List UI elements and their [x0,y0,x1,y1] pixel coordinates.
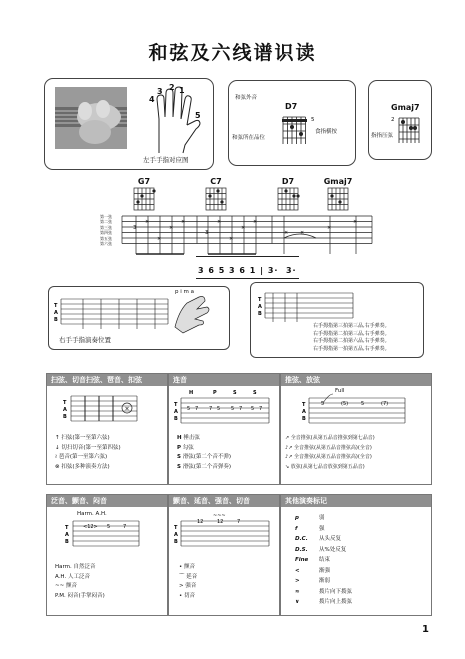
panel-vibrato-item-4: • 切音 [179,592,196,599]
panel-vibrato-item-2: ⌒ 延音 [179,573,198,580]
gmaj7-label: 指指压弦 [371,133,394,139]
staff-label-2: 第二弦 [100,219,112,225]
svg-text:5: 5 [361,401,365,407]
right-popup-note-1: 右手拇指第三拍第三品,右手弹奏。 [313,323,390,329]
panel-strum-item-4: ⊗ 扣弦(多种演奏方法) [55,463,110,470]
panel-harmonic [46,494,168,616]
svg-text:B: B [174,539,178,545]
staff-label-5: 第五弦 [100,235,112,241]
panel-legato [168,373,280,485]
page-title: 和弦及六线谱识读 [148,42,317,64]
d7-bubble [228,80,356,166]
other-row-9: ∨ 拨片向上拨弦 [295,599,353,605]
gmaj7-bubble [368,80,432,160]
bend-pre-icon: ♪↗ [285,454,294,460]
other-row-2: f 强 [295,525,325,532]
accent-icon: > [179,583,186,589]
staff-label-6: 第六弦 [100,241,112,247]
svg-text:B: B [54,317,58,323]
panel-harmonic-tab-label: Harm. A.H. [77,511,107,517]
panel-harmonic-item-4: P.M. 闷音(手掌闷音) [55,592,105,599]
chord-name-d7: D7 [281,177,295,186]
panel-bend-item-4: ↘ 放弦(从第七品音放弦到第五品音) [285,463,365,470]
svg-text:×: × [353,219,358,225]
svg-text:S: S [233,390,237,396]
panel-strum-item-2: ↓ 切扫切音(第一至第四弦) [55,444,121,451]
panel-strum-item-3: ≀ 琶音(第一至第六弦) [55,454,108,460]
svg-text:×: × [327,225,332,231]
svg-text:7: 7 [237,519,241,525]
panel-harmonic-tab [63,517,143,551]
other-row-1: p 弱 [295,515,325,521]
svg-text:×: × [181,219,186,225]
strum-down-icon: ↑ [55,435,62,441]
other-row-5: Fine 结束 [295,557,331,563]
svg-text:B: B [174,416,178,422]
panel-strum-title: 扫弦、切音扫弦、琶音、扣弦 [47,374,167,386]
svg-text:×: × [157,236,162,242]
panel-legato-item-2: P 勾弦 [177,444,194,451]
svg-text:12: 12 [217,519,224,525]
strum-cut-icon: ↓ [55,444,62,451]
staff-label-1: 第一弦 [100,214,112,219]
right-popup-notes [313,323,421,353]
svg-text:5: 5 [231,406,235,412]
hand-bubble [44,78,214,170]
panel-bend-item-1: ↗ 全音推弦(从第五品音推弦到第七品音) [285,435,375,441]
svg-text:A: A [65,532,69,538]
panel-harmonic-item-3: ~~ 颤音 [55,583,77,589]
right-popup [250,282,424,358]
panel-harmonic-item-2: A.H. 人工泛音 [55,573,90,580]
panel-harmonic-item-1: Harm. 自然泛音 [55,564,96,570]
page-number: 1 [422,624,429,635]
left-popup [48,286,230,350]
svg-text:B: B [65,539,69,545]
d7-fret-num: 5 [311,117,315,123]
svg-text:T: T [258,297,262,303]
svg-text:5: 5 [251,406,255,412]
d7-label-top: 和弦外音 [235,95,258,101]
panel-bend-legend [285,434,431,472]
svg-text:7: 7 [195,406,199,412]
svg-text:T: T [65,525,69,531]
panel-vibrato [168,494,280,616]
numbered-notation [196,256,299,279]
svg-text:3: 3 [133,225,137,231]
panel-bend-title: 推弦、放弦 [281,374,431,386]
panel-legato-item-3: S 滑弦(第二个音不弹) [177,454,232,460]
hand-caption: 左手手指对应图 [143,156,189,164]
right-popup-tab [257,289,357,323]
svg-text:5: 5 [321,401,325,407]
other-row-7: > 渐弱 [295,578,331,584]
svg-text:×: × [124,405,130,413]
d7-bubble-name: D7 [285,102,298,111]
gmaj7-chord-diagram [397,115,423,145]
panel-strum-tab [61,392,141,426]
panel-bend [280,373,432,485]
finger-num-4: 4 [149,95,155,104]
panel-bend-tab [301,392,411,428]
panel-vibrato-item-3: > 强音 [179,583,197,589]
panel-legato-item-4: S 滑弦(第二个音弹奏) [177,463,232,470]
right-hand-drawing [169,291,213,337]
svg-text:12: 12 [197,519,204,525]
svg-text:H: H [189,390,194,396]
svg-text:×: × [253,219,258,225]
svg-text:7: 7 [123,524,127,530]
svg-text:×: × [145,219,150,225]
chord-name-gmaj7: Gmaj7 [323,177,353,186]
svg-text:B: B [302,416,306,422]
slap-icon: ⊗ [55,463,62,470]
panel-legato-item-1: H 捶击弦 [177,435,200,441]
panel-harmonic-legend [55,563,105,601]
panel-legato-title: 连音 [169,374,279,386]
svg-text:T: T [63,400,67,406]
panel-vibrato-legend [179,563,197,601]
svg-text:B: B [258,311,262,317]
svg-text:7: 7 [209,406,213,412]
chord-name-g7: G7 [137,177,151,186]
finger-num-5: 5 [195,111,201,120]
staff-label-4: 第四弦 [100,230,112,236]
vibrato-icon: • [179,564,184,570]
svg-text:T: T [54,303,58,309]
svg-text:A: A [258,304,262,310]
right-popup-note-4: 右手拇指第一拍第五品,右手弹奏。 [313,345,390,352]
svg-text:T: T [174,525,178,531]
svg-text:5: 5 [107,524,111,530]
svg-text:A: A [174,409,178,415]
panel-harmonic-title: 泛音、颤音、闷音 [47,495,167,507]
gmaj7-fret-num: 2 [391,117,395,123]
svg-text:P: P [213,390,217,396]
svg-text:(7): (7) [381,401,389,407]
svg-text:×: × [300,230,305,236]
other-row-6: < 渐强 [295,567,331,574]
other-row-4: D.S. 从%处反复 [295,546,347,553]
svg-text:S: S [253,390,257,396]
d7-label-right: 食指横按 [315,129,338,135]
chord-name-c7: C7 [210,177,222,186]
panel-strum-item-1: ↑ 扫弦(第一至第六弦) [55,435,110,441]
panel-other-rows [295,513,352,608]
svg-text:A: A [302,409,306,415]
gmaj7-bubble-name: Gmaj7 [391,103,420,112]
svg-text:5: 5 [187,406,191,412]
svg-text:7: 7 [259,406,263,412]
panel-strum-legend [55,434,121,472]
left-popup-caption: 右手手指演奏位置 [59,336,111,344]
bend-full-icon: ↗ [285,435,291,441]
bend-hold-icon: ♪↗ [285,444,294,451]
arpeggio-icon: ≀ [55,454,59,460]
svg-text:T: T [302,402,306,408]
panel-vibrato-tab [173,511,273,551]
svg-text:T: T [174,402,178,408]
finger-num-3: 3 [157,87,163,96]
panel-vibrato-item-1: • 颤音 [179,564,196,570]
svg-text:<12>: <12> [83,524,98,530]
svg-text:A: A [63,407,67,413]
svg-text:B: B [63,414,67,420]
svg-text:×: × [241,225,246,231]
svg-text:×: × [217,219,222,225]
svg-text:×: × [229,236,234,242]
svg-text:3: 3 [205,230,209,236]
left-popup-fingers: p i m a [175,289,194,295]
other-row-8: ≈ 拨片向下拨弦 [295,588,353,595]
other-row-3: D.C. 从头反复 [295,536,342,542]
svg-text:A: A [174,532,178,538]
panel-legato-legend [177,434,231,472]
svg-text:~~~: ~~~ [213,513,226,519]
left-popup-tab [53,293,173,333]
panel-legato-tab [173,388,273,426]
panel-bend-item-2: ♪↗ 全音推弦(从第五品音推弦高)(全音) [285,444,372,451]
bend-release-icon: ↘ [285,463,291,470]
panel-vibrato-title: 颤音、延音、强音、切音 [169,495,279,507]
svg-text:×: × [284,230,289,236]
svg-text:×: × [169,225,174,231]
fermata-icon: ⌒ [179,573,187,580]
svg-text:5: 5 [217,406,221,412]
right-popup-note-3: 右手拇指第二拍第六品,右手弹奏。 [313,338,390,344]
right-popup-note-2: 右手拇指第二拍第三品,右手弹奏。 [313,330,390,337]
svg-text:(5): (5) [341,401,349,407]
d7-chord-diagram [279,114,309,146]
hand-photo-illustration [55,87,127,149]
panel-strum [46,373,168,485]
staff-label-3: 第三弦 [100,224,112,230]
panel-bend-full-label: Full [335,388,345,394]
staccato-icon: • [179,592,184,599]
finger-num-2: 2 [169,83,175,92]
numbered-notation-text: 3 6 5 3 6 1 | 3· 3· [198,266,297,275]
d7-label-left: 和弦所在品位 [232,135,266,141]
svg-text:7: 7 [239,406,243,412]
svg-text:A: A [54,310,58,316]
finger-num-1: 1 [179,86,185,95]
panel-bend-item-3: ♪↗ 全音推弦(从第五品音推弦高)(全音) [285,454,372,460]
panel-other-title: 其他演奏标记 [281,495,431,507]
panel-other [280,494,432,616]
